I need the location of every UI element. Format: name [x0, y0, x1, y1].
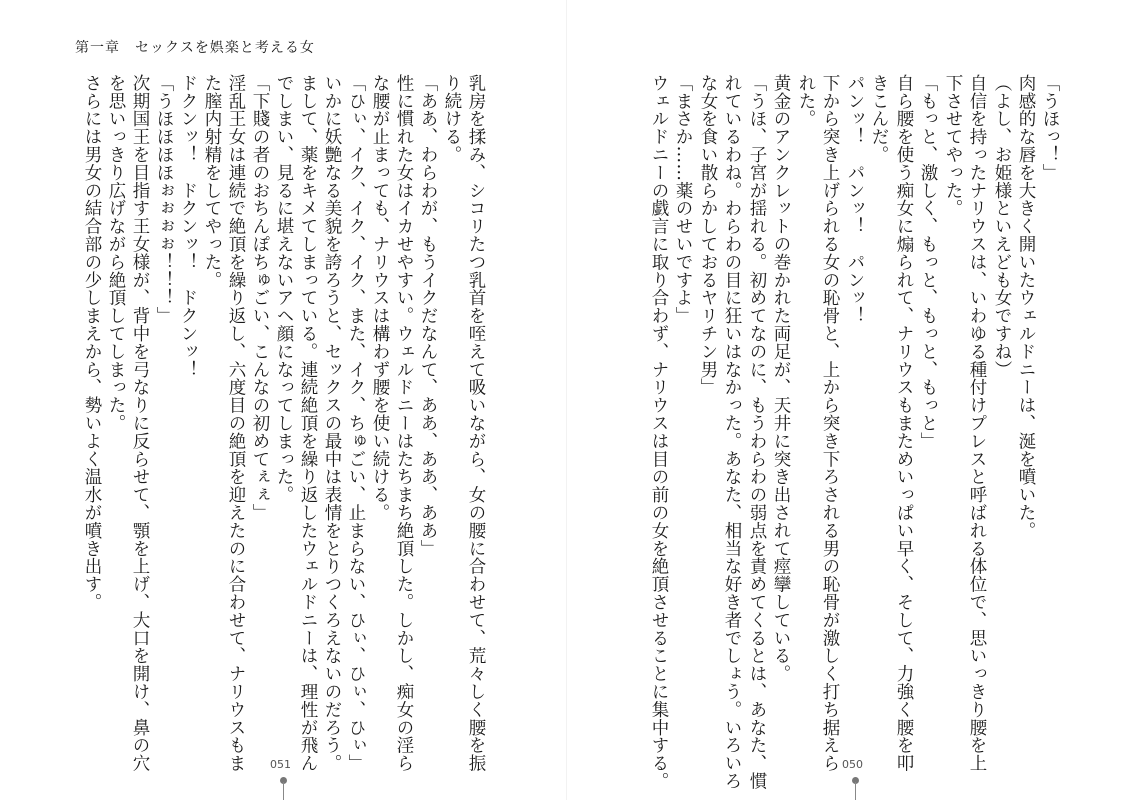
folio-rule-right	[855, 782, 856, 800]
text-line: 黄金のアンクレットの巻かれた両足が、天井に突き出されて痙攣している。	[771, 74, 791, 683]
text-line: いかに妖艶なる美貌を誇ろうと、セックスの最中は表情をとりつくろえないのだろう。	[322, 74, 342, 773]
text-line: でしまい、見るに堪えないアヘ顔になってしまった。	[274, 74, 294, 504]
folio-rule-left	[283, 782, 284, 800]
text-line: 自ら腰を使う痴女に煽られて、ナリウスもまためいっぱい早く、そして、力強く腰を叩	[894, 74, 914, 773]
text-line: 自信を持ったナリウスは、いわゆる種付けプレスと呼ばれる体位で、思いっきり腰を上	[967, 74, 987, 773]
text-line: 下から突き上げられる女の恥骨と、上から突き下ろされる男の恥骨が激しく打ち据えら	[820, 74, 840, 773]
text-line: 乳房を揉み、シコリたつ乳首を咥えて吸いながら、女の腰に合わせて、荒々しく腰を振	[466, 74, 486, 773]
text-line: な腰が止まっても、ナリウスは構わず腰を使い続ける。	[370, 74, 390, 522]
text-line: 「まさか……薬のせいですよ」	[673, 74, 693, 325]
text-line: 「ああ、わらわが、もうイクだなんて、ああ、ああ、ああ」	[418, 74, 438, 558]
chapter-title: 第一章 セックスを娯楽と考える女	[75, 40, 315, 56]
text-line: きこんだ。	[869, 74, 889, 164]
text-line: 「うほ、子宮が揺れる。初めてなのに、もうわらわの弱点を責めてくるとは、あなた、慣	[747, 74, 767, 790]
text-line: ウェルドニーの戯言に取り合わず、ナリウスは目の前の女を絶頂させることに集中する。	[649, 74, 669, 790]
page-number-right: 050	[842, 758, 863, 771]
text-line: れているわね。わらわの目に狂いはなかった。あなた、相当な好き者でしょう。いろいろ	[722, 74, 742, 790]
text-line: を思いっきり広げながら絶頂してしまった。	[106, 74, 126, 432]
page-number-left: 051	[270, 758, 291, 771]
text-line: 「ひぃ、イク、イク、イク、また、イク、ちゅごい、止まらない、ひぃ、ひぃ、ひぃ」	[346, 74, 366, 773]
text-line: さらには男女の結合部の少しまえから、勢いよく温水が噴き出す。	[82, 74, 102, 611]
text-line: り続ける。	[442, 74, 462, 164]
text-line: た膣内射精をしてやった。	[202, 74, 222, 289]
text-line: 「下賤の者のおちんぽちゅごい、こんなの初めてぇぇ」	[250, 74, 270, 522]
text-line: パンッ！ パンッ！ パンッ！	[845, 74, 865, 325]
page-gutter	[566, 0, 567, 800]
text-line: 「うほほほほぉぉぉぉ！！！」	[154, 74, 174, 325]
text-line: 「うほっ！」	[1040, 74, 1060, 182]
text-line: 肉感的な唇を大きく開いたウェルドニーは、涎を噴いた。	[1016, 74, 1036, 540]
text-line: な女を食い散らかしておるヤリチン男」	[698, 74, 718, 397]
text-line: まして、薬をキメてしまっている。連続絶頂を繰り返したウェルドニーは、理性が飛ん	[298, 74, 318, 773]
text-line: 下させてやった。	[943, 74, 963, 218]
text-line: ドクンッ！ ドクンッ！ ドクンッ！	[178, 74, 198, 379]
text-line: 性に慣れた女はイカせやすい。ウェルドニーはたちまち絶頂した。しかし、痴女の淫ら	[394, 74, 414, 773]
text-line: 「もっと、激しく、もっと、もっと、もっと」	[918, 74, 938, 450]
text-line: 次期国王を目指す王女様が、背中を弓なりに反らせて、顎を上げ、大口を開け、鼻の穴	[130, 74, 150, 773]
text-line: （よし、お姫様といえども女ですね）	[992, 74, 1012, 379]
text-line: 淫乱王女は連続で絶頂を繰り返し、六度目の絶頂を迎えたのに合わせて、ナリウスもま	[226, 74, 246, 773]
text-line: れた。	[796, 74, 816, 128]
